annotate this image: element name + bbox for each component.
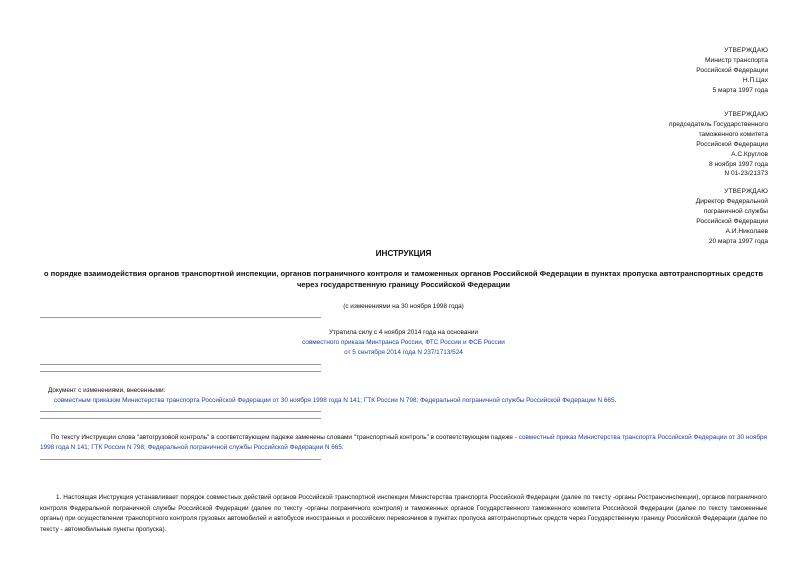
separator-line bbox=[40, 418, 321, 419]
approval-line: Российской Федерации bbox=[696, 217, 768, 225]
lost-force-notice bbox=[0, 328, 807, 358]
lost-force-text: Утратила силу с 4 ноября 2014 года на основании bbox=[328, 329, 479, 336]
lost-force-order-link[interactable]: совместного приказа Минтранса России, ФТС России и ФСБ России bbox=[302, 339, 505, 346]
separator-line bbox=[40, 317, 321, 318]
approval-line: 8 ноября 1997 года bbox=[709, 160, 768, 168]
approval-line: пограничной службы bbox=[703, 207, 768, 215]
separator-line bbox=[40, 459, 321, 460]
approval-heading: УТВЕРЖДАЮ bbox=[724, 47, 768, 54]
approval-block-border-service bbox=[696, 187, 768, 246]
approval-line: N 01-23/21373 bbox=[724, 170, 768, 178]
approval-line: председатель Государственного bbox=[669, 120, 768, 128]
document-subtitle: о порядке взаимодействия органов транспортной инспекции, органов пограничного контроля и таможенных органов Российской Федерации в пунктах пропуска автотранспортных средств через государственную границу Российской Федерации bbox=[43, 269, 764, 289]
approval-line: Директор Федеральной bbox=[695, 197, 768, 205]
approval-heading: УТВЕРЖДАЮ bbox=[724, 111, 768, 118]
document-title: ИНСТРУКЦИЯ bbox=[375, 249, 432, 258]
separator-line bbox=[40, 371, 321, 372]
paragraph-1: 1. Настоящая Инструкция устанавливает порядок совместных действий органов Российской транспортной инспекции Министерства транспорта Российской Федерации (далее по тексту -органы Ространсинспекции), органов пограничного контроля Федеральной пограничной службы Российской Федерации (далее по тексту -органы пограничного контроля) и таможенных органов Государственного таможенного комитета Российской Федерации (далее по тексту таможенные органы) при осуществлении транспортного контроля грузовых автомобилей и автобусов иностранных и российских перевозчиков в пунктах пропуска автотранспортных средств через Государственную границу Российской Федерации (далее по тексту - автомобильные пункты пропуска). bbox=[40, 494, 767, 533]
approval-line: А.С.Круглов bbox=[731, 150, 768, 158]
separator-line bbox=[40, 411, 321, 412]
approval-block-customs-committee bbox=[669, 110, 768, 179]
approval-block-minister-transport bbox=[696, 46, 768, 96]
replacement-note bbox=[40, 433, 767, 453]
lost-force-order-date-link[interactable]: от 5 сентября 2014 года N 237/1713/524 bbox=[344, 349, 463, 356]
approval-line: 5 марта 1997 года bbox=[712, 86, 768, 94]
approval-line: Н.П.Цах bbox=[742, 76, 768, 84]
replacement-note-order-link[interactable]: совместный приказ Министерства транспорта Российской Федерации от 30 ноября 1998 года N 141; ГТК России N 798; Федеральной пограничной службы Российской Федерации N 665. bbox=[40, 434, 768, 451]
approval-heading: УТВЕРЖДАЮ bbox=[724, 188, 768, 195]
approval-line: таможенного комитета bbox=[698, 130, 768, 138]
replacement-note-text: По тексту Инструкции слова "автогрузовой контроль" в соответствующем падеже заменены словами "транспортный контроль" в соответствующем падеже - bbox=[51, 434, 519, 441]
changes-label: Документ с изменениями, внесенными: bbox=[48, 387, 166, 394]
revision-note: (с изменениями на 30 ноября 1998 года) bbox=[343, 303, 464, 310]
separator-line bbox=[40, 364, 321, 365]
approval-line: А.И.Николаев bbox=[725, 227, 768, 235]
approval-line: 20 марта 1997 года bbox=[708, 237, 768, 245]
approval-line: Российской Федерации bbox=[696, 66, 768, 74]
approval-line: Российской Федерации bbox=[696, 140, 768, 148]
approval-line: Министр транспорта bbox=[705, 56, 768, 64]
changes-order-link[interactable]: совместным приказом Министерства транспорта Российской Федерации от 30 ноября 1998 года N 141; ГТК России N 798; Федеральной пограничной службы Российской Федерации N 665. bbox=[54, 397, 617, 404]
